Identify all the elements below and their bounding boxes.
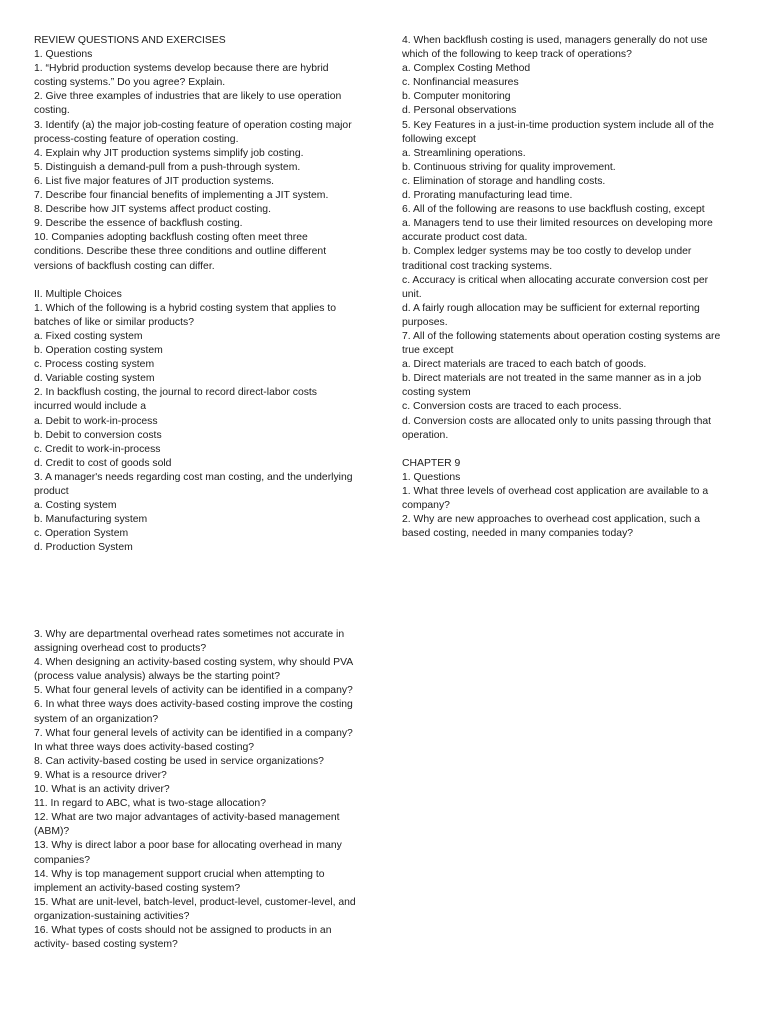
right-column-top <box>402 34 742 541</box>
text-line: costing systems.” Do you agree? Explain. <box>34 77 226 89</box>
text-line: 1. What three levels of overhead cost application are available to a <box>402 486 709 497</box>
text-line: versions of backflush costing can differ. <box>34 260 215 272</box>
text-line: 1. Questions <box>402 471 461 483</box>
text-line: implement an activity-based costing system? <box>34 882 241 894</box>
text-line: traditional cost tracking systems. <box>402 260 553 272</box>
text-line: a. Fixed costing system <box>34 330 143 342</box>
text-line: b. Manufacturing system <box>34 514 148 526</box>
text-line: 4. When backflush costing is used, managers generally do not use <box>402 35 708 46</box>
text-line: c. Nonfinancial measures <box>402 77 519 89</box>
text-line: operation. <box>402 429 449 441</box>
text-line: 10. What is an activity driver? <box>34 784 170 796</box>
text-line: 2. Why are new approaches to overhead cost application, such a <box>402 514 701 526</box>
text-line: II. Multiple Choices <box>34 288 122 300</box>
text-line: c. Conversion costs are traced to each process. <box>402 401 622 413</box>
text-line <box>34 274 374 288</box>
text-line: following except <box>402 133 476 145</box>
left-column-top <box>34 34 374 555</box>
text-line: 7. Describe four financial benefits of implementing a JIT system. <box>34 190 329 202</box>
text-line: c. Elimination of storage and handling costs. <box>402 175 606 187</box>
text-line: b. Continuous striving for quality improvement. <box>402 161 616 173</box>
text-line: 2. Give three examples of industries that are likely to use operation <box>34 91 342 103</box>
text-line: c. Accuracy is critical when allocating accurate conversion cost per <box>402 274 709 286</box>
text-line: d. Credit to cost of goods sold <box>34 457 172 469</box>
text-line: CHAPTER 9 <box>402 457 461 469</box>
text-line: b. Complex ledger systems may be too costly to develop under <box>402 246 692 258</box>
text-line: 7. What four general levels of activity can be identified in a company? <box>34 727 353 739</box>
text-line: d. Production System <box>34 542 133 554</box>
text-line: organization-sustaining activities? <box>34 910 190 922</box>
text-line: a. Direct materials are traced to each batch of goods. <box>402 359 647 371</box>
text-line: which of the following to keep track of operations? <box>402 49 632 61</box>
text-line: incurred would include a <box>34 401 147 413</box>
text-line: 4. When designing an activity-based costing system, why should PVA <box>34 657 354 669</box>
text-line: 6. List five major features of JIT production systems. <box>34 175 275 187</box>
text-line: 8. Can activity-based costing be used in service organizations? <box>34 755 324 767</box>
text-line: 8. Describe how JIT systems affect product costing. <box>34 204 271 216</box>
text-line: accurate product cost data. <box>402 232 528 244</box>
text-line: 10. Companies adopting backflush costing often meet three <box>34 232 308 244</box>
text-line: assigning overhead cost to products? <box>34 643 207 655</box>
text-line: a. Debit to work-in-process <box>34 415 158 427</box>
text-line: process-costing feature of operation costing. <box>34 133 239 145</box>
text-line: 9. Describe the essence of backflush costing. <box>34 218 243 230</box>
text-line: c. Operation System <box>34 528 129 540</box>
text-line: conditions. Describe these three conditions and outline different <box>34 246 327 258</box>
text-line: a. Managers tend to use their limited resources on developing more <box>402 218 713 230</box>
text-line: 5. Key Features in a just-in-time production system include all of the <box>402 119 714 131</box>
text-line: 5. What four general levels of activity can be identified in a company? <box>34 685 353 697</box>
text-line: a. Costing system <box>34 500 117 512</box>
text-line: d. Personal observations <box>402 105 517 117</box>
text-line: d. A fairly rough allocation may be sufficient for external reporting <box>402 302 700 314</box>
text-line: unit. <box>402 288 422 300</box>
text-line: 3. Why are departmental overhead rates sometimes not accurate in <box>34 629 345 640</box>
text-line: 3. Identify (a) the major job-costing feature of operation costing major <box>34 119 352 131</box>
text-line: 11. In regard to ABC, what is two-stage allocation? <box>34 798 266 810</box>
left-column-bottom <box>34 628 374 952</box>
text-line: costing. <box>34 105 70 117</box>
text-line: b. Computer monitoring <box>402 91 511 103</box>
text-line: b. Operation costing system <box>34 345 163 357</box>
text-line: 16. What types of costs should not be assigned to products in an <box>34 924 332 936</box>
text-line: REVIEW QUESTIONS AND EXERCISES <box>34 35 226 46</box>
text-line: true except <box>402 345 454 357</box>
text-line: In what three ways does activity-based costing? <box>34 741 255 753</box>
text-line: d. Variable costing system <box>34 373 155 385</box>
text-line: product <box>34 486 69 497</box>
text-line: 13. Why is direct labor a poor base for allocating overhead in many <box>34 840 342 852</box>
text-line: 14. Why is top management support crucial when attempting to <box>34 868 325 880</box>
text-line: purposes. <box>402 316 448 328</box>
text-line: batches of like or similar products? <box>34 316 194 328</box>
text-line: 6. In what three ways does activity-based costing improve the costing <box>34 699 353 711</box>
text-line: based costing, needed in many companies today? <box>402 528 634 540</box>
text-line: 6. All of the following are reasons to use backflush costing, except <box>402 204 705 216</box>
text-line: 15. What are unit-level, batch-level, product-level, customer-level, and <box>34 896 356 908</box>
text-line: a. Streamlining operations. <box>402 147 526 159</box>
text-line: 9. What is a resource driver? <box>34 769 167 781</box>
text-line: a. Complex Costing Method <box>402 63 531 75</box>
text-line: 3. A manager's needs regarding cost man costing, and the underlying <box>34 471 353 483</box>
text-line <box>402 443 742 457</box>
text-line: 7. All of the following statements about operation costing systems are <box>402 330 721 342</box>
text-line: company? <box>402 500 450 512</box>
text-line: 1. “Hybrid production systems develop because there are hybrid <box>34 63 329 75</box>
text-line: b. Debit to conversion costs <box>34 429 162 441</box>
text-line: (ABM)? <box>34 826 70 838</box>
text-line: c. Process costing system <box>34 359 155 371</box>
text-line: activity- based costing system? <box>34 939 178 951</box>
text-line: (process value analysis) always be the starting point? <box>34 671 281 683</box>
text-line: d. Conversion costs are allocated only to units passing through that <box>402 415 712 427</box>
text-line: 4. Explain why JIT production systems simplify job costing. <box>34 147 304 159</box>
text-line: 1. Questions <box>34 49 93 61</box>
text-line: c. Credit to work-in-process <box>34 443 161 455</box>
text-line: companies? <box>34 854 91 866</box>
text-line: costing system <box>402 387 471 399</box>
text-line: 12. What are two major advantages of activity-based management <box>34 812 340 824</box>
text-line: system of an organization? <box>34 713 159 725</box>
text-line: 5. Distinguish a demand-pull from a push-through system. <box>34 161 301 173</box>
text-line: b. Direct materials are not treated in the same manner as in a job <box>402 373 702 385</box>
text-line: 2. In backflush costing, the journal to record direct-labor costs <box>34 387 317 399</box>
text-line: d. Prorating manufacturing lead time. <box>402 190 573 202</box>
text-line: 1. Which of the following is a hybrid costing system that applies to <box>34 302 337 314</box>
